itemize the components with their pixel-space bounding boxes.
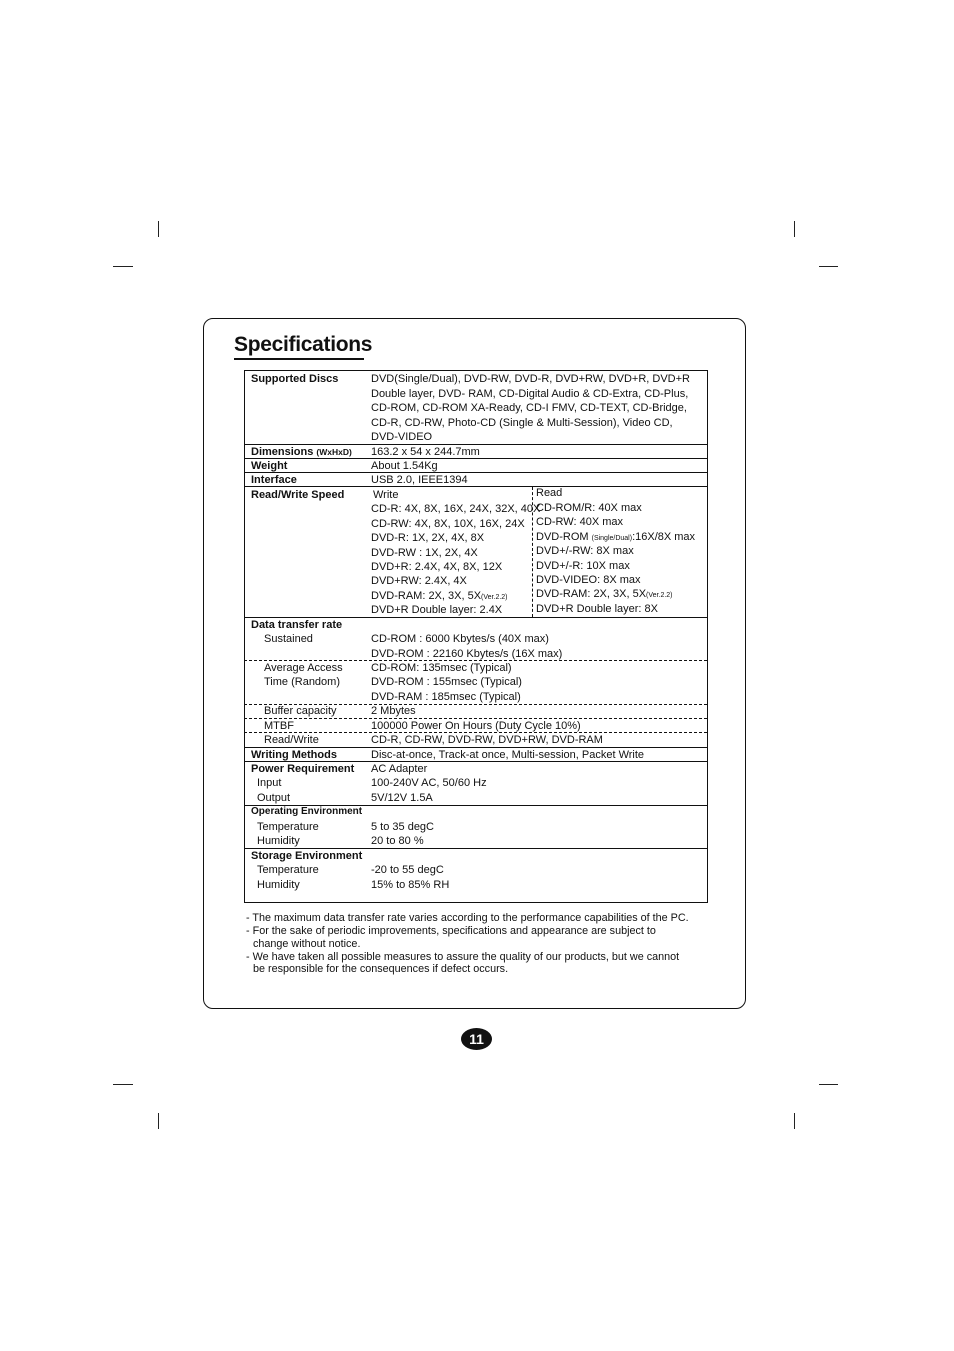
footnote: change without notice. [253, 938, 361, 950]
label-power: Power Requirement [251, 763, 355, 775]
divider [244, 472, 707, 473]
crop-mark [794, 1113, 795, 1129]
title-underline [234, 358, 364, 360]
page-title: Specifications [234, 333, 373, 356]
label-text: Dimensions [251, 446, 314, 458]
label-access: Time (Random) [264, 676, 340, 688]
read-line [536, 587, 673, 603]
value-interface: USB 2.0, IEEE1394 [371, 474, 468, 486]
read-line: CD-ROM/R: 40X max [536, 502, 642, 514]
label-speed: Read/Write Speed [251, 489, 345, 501]
label-storage: Storage Environment [251, 850, 363, 862]
write-line: DVD-R: 1X, 2X, 4X, 8X [371, 532, 485, 544]
value-dimensions: 163.2 x 54 x 244.7mm [371, 446, 480, 458]
footnote: - The maximum data transfer rate varies according to the performance capabilities of the PC. [246, 912, 689, 924]
label-temp: Temperature [257, 821, 319, 833]
write-line: DVD+R Double layer: 2.4X [371, 604, 503, 616]
value-weight: About 1.54Kg [371, 460, 438, 472]
value-temp: -20 to 55 degC [371, 864, 444, 876]
value-humidity: 15% to 85% RH [371, 879, 450, 891]
crop-mark [819, 1084, 838, 1085]
label-input: Input [257, 777, 282, 789]
value-line: CD-ROM : 6000 Kbytes/s (40X max) [371, 633, 549, 645]
write-line: DVD+RW: 2.4X, 4X [371, 575, 467, 587]
read-line: DVD-VIDEO: 8X max [536, 574, 641, 586]
read-line: DVD+/-RW: 8X max [536, 545, 634, 557]
footnote: be responsible for the consequences if defect occurs. [253, 963, 509, 975]
label-buffer: Buffer capacity [264, 705, 337, 717]
read-text: DVD-RAM: 2X, 3X, 5X [536, 588, 647, 600]
write-header: Write [373, 489, 399, 501]
value-buffer: 2 Mbytes [371, 705, 416, 717]
label-writing: Writing Methods [251, 749, 337, 761]
read-text: DVD-ROM [536, 531, 592, 543]
value-output: 5V/12V 1.5A [371, 792, 433, 804]
format-note: (Single/Dual) [591, 535, 633, 542]
value-line: CD-ROM, CD-ROM XA-Ready, CD-I FMV, CD-TEXT, CD-Bridge, [371, 402, 687, 414]
read-value: :16X/8X max [632, 531, 696, 543]
divider [244, 486, 707, 487]
crop-mark [158, 221, 159, 237]
label-operating: Operating Environment [251, 806, 363, 817]
crop-mark [113, 266, 133, 267]
value-line: DVD-RAM : 185msec (Typical) [371, 691, 521, 703]
value-line: DVD(Single/Dual), DVD-RW, DVD-R, DVD+RW, DVD+R, DVD+R [371, 373, 690, 385]
footnote: - For the sake of periodic improvements, specifications and appearance are subject to [246, 925, 656, 937]
crop-mark [113, 1084, 133, 1085]
write-line: DVD+R: 2.4X, 4X, 8X, 12X [371, 561, 503, 573]
label-note: (WxHxD) [316, 447, 352, 457]
crop-mark [819, 266, 838, 267]
label-temp: Temperature [257, 864, 319, 876]
value-input: 100-240V AC, 50/60 Hz [371, 777, 487, 789]
version-note: (Ver.2.2) [646, 592, 673, 599]
label-dimensions [251, 445, 352, 459]
value-line: DVD-ROM : 22160 Kbytes/s (16X max) [371, 648, 563, 660]
value-power: AC Adapter [371, 763, 428, 775]
label-humidity: Humidity [257, 879, 300, 891]
value-line: Double layer, DVD- RAM, CD-Digital Audio & CD-Extra, CD-Plus, [371, 387, 689, 400]
label-sustained: Sustained [264, 633, 313, 645]
label-interface: Interface [251, 474, 297, 486]
write-text: DVD-RAM: 2X, 3X, 5X [371, 590, 482, 602]
label-output: Output [257, 792, 291, 804]
value-line: DVD-ROM : 155msec (Typical) [371, 676, 522, 688]
label-weight: Weight [251, 460, 288, 472]
value-mtbf: 100000 Power On Hours (Duty Cycle 10%) [371, 720, 581, 732]
crop-mark [794, 221, 795, 237]
value-line: CD-ROM: 135msec (Typical) [371, 662, 512, 674]
read-line: DVD+R Double layer: 8X [536, 603, 658, 615]
label-mtbf: MTBF [264, 720, 294, 732]
value-line: CD-R, CD-RW, Photo-CD (Single & Multi-Session), Video CD, [371, 416, 673, 429]
write-line: DVD-RW : 1X, 2X, 4X [371, 547, 478, 559]
label-humidity: Humidity [257, 835, 300, 847]
crop-mark [158, 1113, 159, 1129]
value-writing: Disc-at-once, Track-at once, Multi-session, Packet Write [371, 749, 645, 761]
value-line: DVD-VIDEO [371, 431, 433, 443]
value-readwrite: CD-R, CD-RW, DVD-RW, DVD+RW, DVD-RAM [371, 734, 603, 746]
label-supported-discs: Supported Discs [251, 373, 339, 385]
write-line: CD-RW: 4X, 8X, 10X, 16X, 24X [371, 518, 525, 530]
label-transfer: Data transfer rate [251, 619, 343, 631]
label-readwrite: Read/Write [264, 734, 319, 746]
value-temp: 5 to 35 degC [371, 821, 434, 833]
write-line: CD-R: 4X, 8X, 16X, 24X, 32X, 40X [371, 503, 541, 515]
value-humidity: 20 to 80 % [371, 835, 424, 847]
page-number-badge: 11 [461, 1028, 492, 1050]
label-access: Average Access [264, 662, 343, 674]
read-header: Read [536, 487, 563, 499]
version-note: (Ver.2.2) [481, 594, 508, 601]
read-line: DVD+/-R: 10X max [536, 560, 630, 572]
read-line: CD-RW: 40X max [536, 516, 624, 528]
footnote: - We have taken all possible measures to assure the quality of our products, but we cannot [246, 951, 680, 963]
